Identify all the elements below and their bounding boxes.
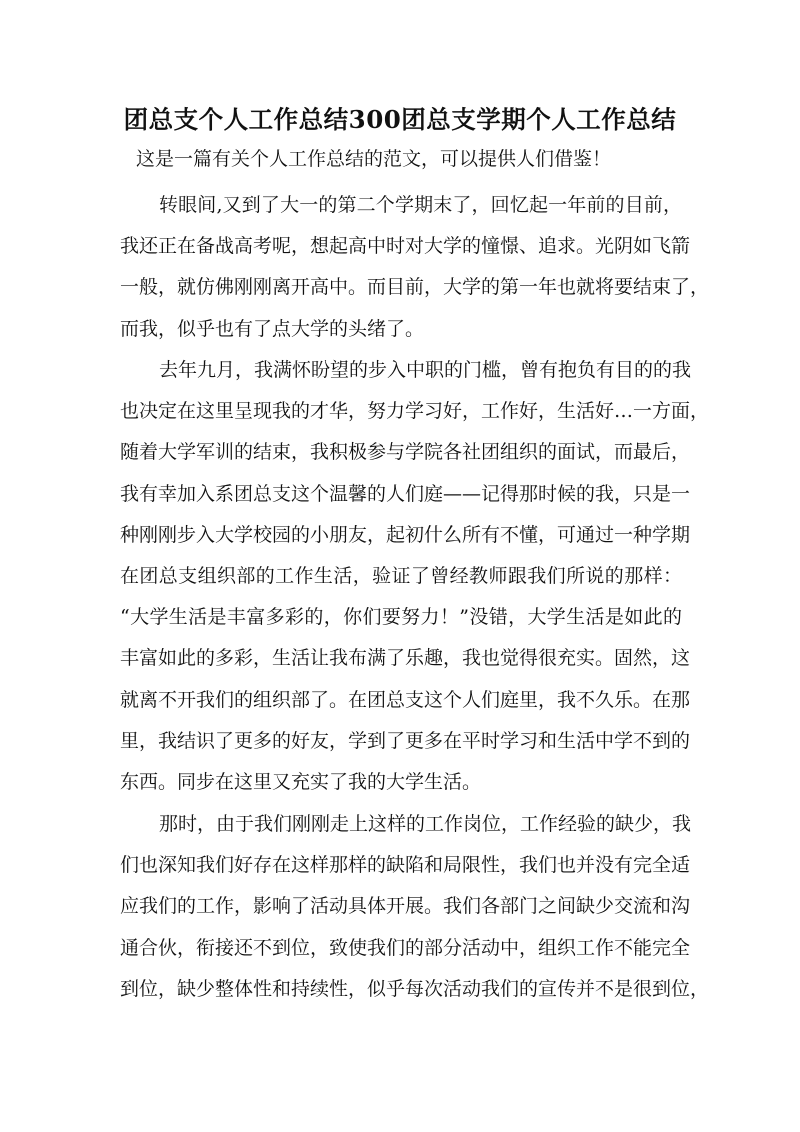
paragraph-line: 就离不开我们的组织部了。在团总支这个人们庭里，我不久乐。在那 — [120, 688, 691, 711]
document-title: 团总支个人工作总结300团总支学期个人工作总结 — [123, 105, 677, 134]
paragraph-line: 应我们的工作，影响了活动具体开展。我们各部门之间缺少交流和沟 — [120, 895, 691, 918]
paragraph-line: 丰富如此的多彩，生活让我布满了乐趣，我也觉得很充实。固然，这 — [120, 647, 691, 670]
paragraph-line: 一般，就仿佛刚刚离开高中。而目前，大学的第一年也就将要结束了， — [120, 276, 710, 299]
paragraph-3 — [120, 804, 710, 1010]
paragraph-line: 也决定在这里呈现我的才华，努力学习好，工作好，生活好…一方面， — [120, 400, 710, 423]
paragraph-line: 随着大学军训的结束，我积极参与学院各社团组织的面试，而最后， — [120, 441, 691, 464]
paragraph-1 — [120, 185, 710, 350]
paragraph-line: “大学生活是丰富多彩的，你们要努力！”没错，大学生活是如此的 — [120, 606, 682, 629]
paragraph-line: 里，我结识了更多的好友，学到了更多在平时学习和生活中学不到的 — [120, 729, 691, 752]
paragraph-line: 那时，由于我们刚刚走上这样的工作岗位，工作经验的缺少，我 — [159, 813, 692, 835]
paragraph-2 — [120, 350, 710, 803]
paragraph-line: 转眼间,又到了大一的第二个学期末了，回忆起一年前的目前， — [159, 194, 682, 216]
paragraph-line: 东西。同步在这里又充实了我的大学生活。 — [120, 770, 482, 793]
paragraph-line: 种刚刚步入大学校园的小朋友，起初什么所有不懂，可通过一种学期 — [120, 523, 691, 546]
paragraph-line: 在团总支组织部的工作生活，验证了曾经教师跟我们所说的那样： — [120, 564, 682, 587]
paragraph-line: 到位，缺少整体性和持续性，似乎每次活动我们的宣传并不是很到位， — [120, 977, 710, 1000]
paragraph-line: 去年九月，我满怀盼望的步入中职的门槛，曾有抱负有目的的我 — [159, 359, 692, 381]
document-subtitle: 这是一篇有关个人工作总结的范文，可以提供人们借鉴！ — [136, 148, 612, 170]
paragraph-line: 们也深知我们好存在这样那样的缺陷和局限性，我们也并没有完全适 — [120, 854, 691, 877]
paragraph-line: 我还正在备战高考呢，想起高中时对大学的憧憬、追求。光阴如飞箭 — [120, 235, 691, 258]
paragraph-line: 我有幸加入系团总支这个温馨的人们庭——记得那时候的我，只是一 — [120, 482, 691, 505]
paragraph-line: 通合伙，衔接还不到位，致使我们的部分活动中，组织工作不能完全 — [120, 936, 691, 959]
paragraph-line: 而我，似乎也有了点大学的头绪了。 — [120, 317, 425, 340]
